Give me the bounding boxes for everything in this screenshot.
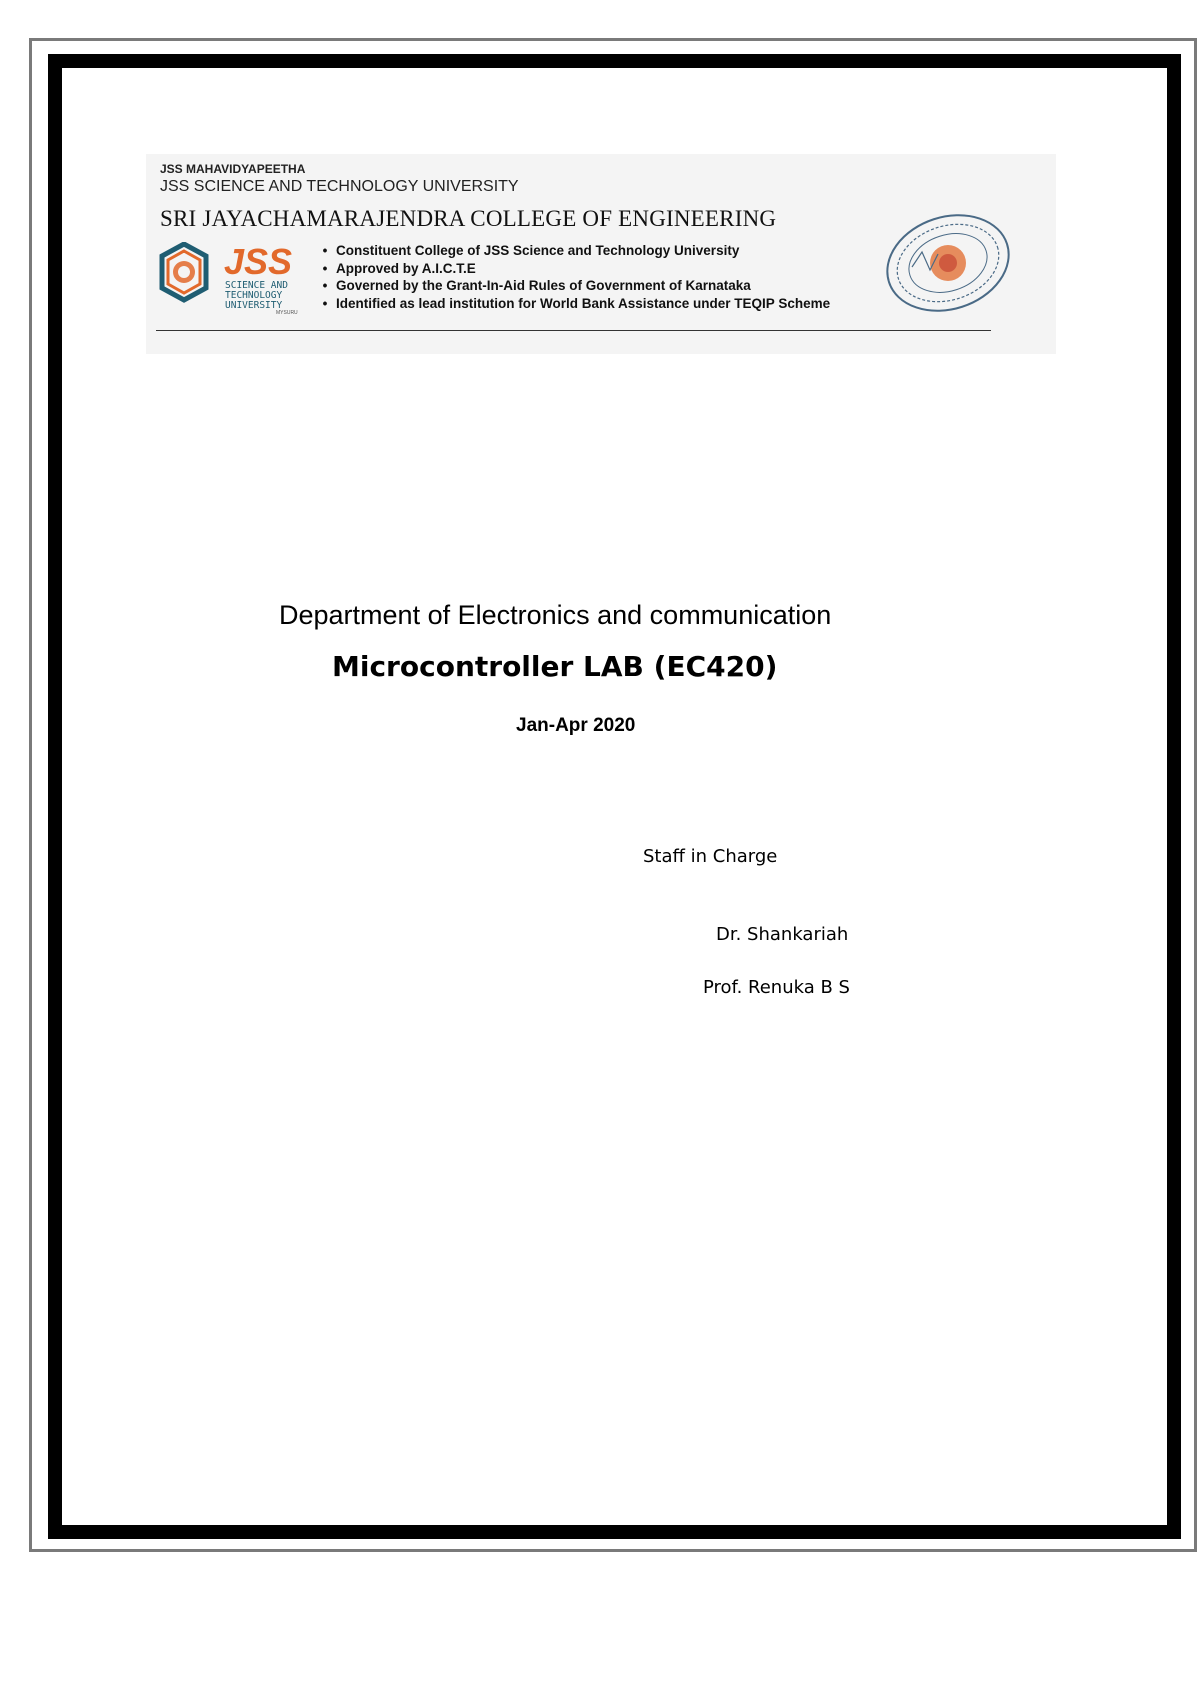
staff-name: Dr. Shankariah xyxy=(716,924,849,945)
list-item: • Constituent College of JSS Science and Technology University xyxy=(322,243,740,258)
list-item: • Governed by the Grant-In-Aid Rules of Government of Karnataka xyxy=(322,278,751,293)
jss-logo-icon xyxy=(146,242,311,314)
svg-text:TECHNOLOGY: TECHNOLOGY xyxy=(225,290,283,301)
svg-text:SCIENCE AND: SCIENCE AND xyxy=(225,280,288,291)
department-title: Department of Electronics and communication xyxy=(279,600,832,630)
svg-text:JSS: JSS xyxy=(224,242,293,282)
college-seal-icon xyxy=(882,212,1014,314)
parent-org: JSS MAHAVIDYAPEETHA xyxy=(160,162,306,176)
list-item: • Identified as lead institution for World Bank Assistance under TEQIP Scheme xyxy=(322,295,831,311)
letterhead-divider xyxy=(156,330,991,331)
svg-text:UNIVERSITY: UNIVERSITY xyxy=(225,300,283,311)
svg-text:MYSURU: MYSURU xyxy=(276,310,298,314)
accreditation-list xyxy=(314,242,830,312)
staff-name: Prof. Renuka B S xyxy=(703,977,850,998)
list-item: • Approved by A.I.C.T.E xyxy=(322,260,476,276)
university-name: JSS SCIENCE AND TECHNOLOGY UNIVERSITY xyxy=(160,178,519,195)
letterhead xyxy=(146,154,1056,354)
college-name: SRI JAYACHAMARAJENDRA COLLEGE OF ENGINEERING xyxy=(160,206,777,231)
course-title: Microcontroller LAB (EC420) xyxy=(332,650,778,683)
staff-heading: Staff in Charge xyxy=(643,846,778,867)
term-label: Jan-Apr 2020 xyxy=(516,715,636,736)
